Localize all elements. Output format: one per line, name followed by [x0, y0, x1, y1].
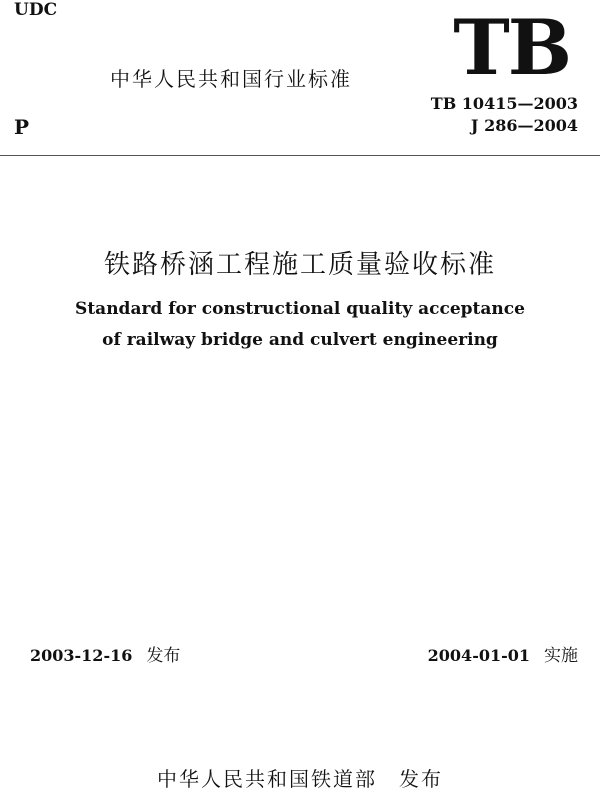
- issue-date-block: [30, 645, 180, 667]
- classification-code: P: [14, 115, 30, 139]
- effective-label: 实施: [544, 646, 578, 666]
- issue-date: 2003-12-16: [30, 646, 133, 665]
- publisher-line: [0, 766, 600, 792]
- effective-date-block: [428, 645, 578, 667]
- record-number: J 286—2004: [470, 116, 578, 135]
- effective-date: 2004-01-01: [427, 646, 530, 665]
- tb-logo: TB: [453, 3, 570, 92]
- standard-number: TB 10415—2003: [430, 94, 578, 113]
- title-english-line2: of railway bridge and culvert engineering: [102, 330, 498, 350]
- issue-label: 发布: [146, 646, 181, 666]
- industry-standard-heading: 中华人民共和国行业标准: [110, 67, 352, 91]
- title-english-line1: Standard for constructional quality acceptance: [75, 299, 525, 319]
- title-chinese: 铁路桥涵工程施工质量验收标准: [103, 250, 496, 280]
- publisher-name: 中华人民共和国铁道部: [157, 767, 377, 791]
- header-divider: [0, 155, 600, 156]
- udc-label: UDC: [14, 0, 58, 20]
- publisher-label: 发布: [399, 767, 443, 791]
